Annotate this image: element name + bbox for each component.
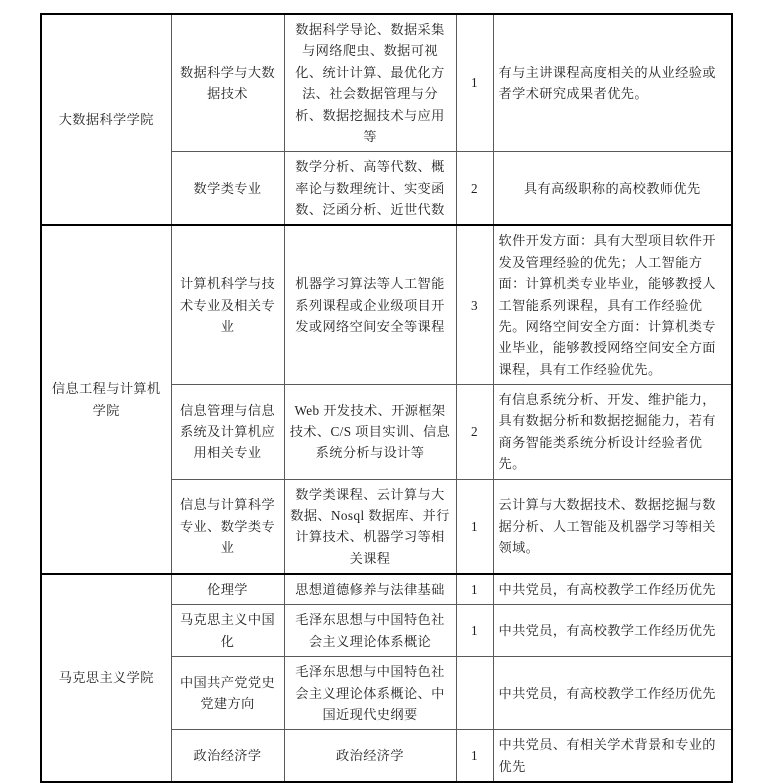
cell-courses: 数学分析、高等代数、概率论与数理统计、实变函数、泛函分析、近世代数 [284, 152, 456, 226]
cell-requirement: 中共党员，有高校教学工作经历优先 [493, 657, 732, 730]
cell-count: 3 [456, 225, 493, 384]
cell-major: 数学类专业 [171, 152, 284, 226]
cell-college: 信息工程与计算机学院 [41, 225, 171, 574]
cell-courses: Web 开发技术、开源框架技术、C/S 项目实训、信息系统分析与设计等 [284, 385, 456, 480]
cell-count: 1 [456, 14, 493, 152]
cell-college: 马克思主义学院 [41, 574, 171, 782]
cell-count: 2 [456, 385, 493, 480]
table-row [41, 14, 732, 152]
cell-major: 政治经济学 [171, 730, 284, 782]
cell-courses: 思想道德修养与法律基础 [284, 574, 456, 605]
cell-count: 1 [456, 479, 493, 574]
cell-count: 1 [456, 605, 493, 657]
cell-major: 中国共产党党史党建方向 [171, 657, 284, 730]
cell-courses: 数学类课程、云计算与大数据、Nosql 数据库、并行计算技术、机器学习等相关课程 [284, 479, 456, 574]
cell-college: 大数据科学学院 [41, 14, 171, 225]
cell-requirement: 云计算与大数据技术、数据挖掘与数据分析、人工智能及机器学习等相关领域。 [493, 479, 732, 574]
table-row [41, 574, 732, 605]
cell-requirement: 中共党员，有高校教学工作经历优先 [493, 574, 732, 605]
cell-major: 信息管理与信息系统及计算机应用相关专业 [171, 385, 284, 480]
cell-courses: 毛泽东思想与中国特色社会主义理论体系概论、中国近现代史纲要 [284, 657, 456, 730]
cell-requirement: 软件开发方面：具有大型项目软件开发及管理经验的优先；人工智能方面：计算机类专业毕业，能够教授人工智能系列课程，具有工作经验优先。网络空间安全方面：计算机类专业毕业，能够教授网络空间安全方面课程，具有工作经验优先。 [493, 225, 732, 384]
cell-count [456, 657, 493, 730]
cell-requirement: 有信息系统分析、开发、维护能力，具有数据分析和数据挖掘能力，若有商务智能类系统分析设计经验者优先。 [493, 385, 732, 480]
cell-requirement: 有与主讲课程高度相关的从业经验或者学术研究成果者优先。 [493, 14, 732, 152]
cell-count: 1 [456, 730, 493, 782]
cell-major: 数据科学与大数据技术 [171, 14, 284, 152]
cell-courses: 机器学习算法等人工智能系列课程或企业级项目开发或网络空间安全等课程 [284, 225, 456, 384]
recruitment-table [40, 13, 733, 783]
cell-major: 伦理学 [171, 574, 284, 605]
table-row [41, 225, 732, 384]
table-body [41, 14, 732, 782]
cell-count: 1 [456, 574, 493, 605]
cell-courses: 数据科学导论、数据采集与网络爬虫、数据可视化、统计计算、最优化方法、社会数据管理与分析、数据挖掘技术与应用等 [284, 14, 456, 152]
cell-major: 马克思主义中国化 [171, 605, 284, 657]
cell-count: 2 [456, 152, 493, 226]
cell-requirement: 具有高级职称的高校教师优先 [493, 152, 732, 226]
cell-requirement: 中共党员、有相关学术背景和专业的优先 [493, 730, 732, 782]
cell-major: 信息与计算科学专业、数学类专业 [171, 479, 284, 574]
cell-courses: 政治经济学 [284, 730, 456, 782]
cell-major: 计算机科学与技术专业及相关专业 [171, 225, 284, 384]
cell-courses: 毛泽东思想与中国特色社会主义理论体系概论 [284, 605, 456, 657]
cell-requirement: 中共党员，有高校教学工作经历优先 [493, 605, 732, 657]
